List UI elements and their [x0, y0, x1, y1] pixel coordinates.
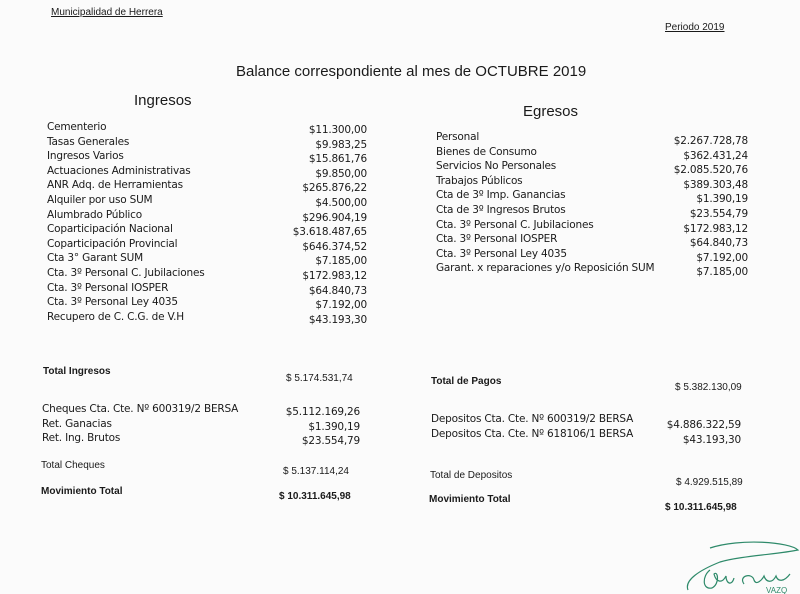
- item-label: Servicios No Personales: [436, 160, 557, 173]
- item-label: Cta. 3º Personal IOSPER: [47, 281, 169, 294]
- item-value: $23.554,79: [301, 435, 360, 448]
- list-item: [42, 432, 360, 446]
- item-label: Cta. 3º Personal Ley 4035: [436, 247, 567, 260]
- list-item: [436, 131, 748, 145]
- total-ingresos-row: [43, 366, 383, 384]
- item-label: Alquiler por uso SUM: [47, 194, 153, 206]
- list-item: [47, 238, 367, 252]
- document-title: Balance correspondiente al mes de OCTUBRE 2019: [236, 63, 587, 80]
- item-label: Ret. Ganacias: [42, 417, 112, 430]
- item-value: $15.861,76: [308, 153, 367, 166]
- item-value: $7.185,00: [315, 255, 367, 268]
- list-item: [47, 179, 367, 193]
- item-label: Cheques Cta. Cte. Nº 600319/2 BERSA: [42, 403, 239, 415]
- movimiento-total-ingresos-row: [41, 486, 381, 500]
- item-label: Coparticipación Nacional: [47, 223, 173, 236]
- total-depositos-label: Total de Depositos: [430, 470, 513, 481]
- total-pagos-label: Total de Pagos: [431, 376, 502, 387]
- item-value: $4.500,00: [315, 197, 367, 209]
- item-label: Alumbrado Público: [47, 208, 142, 221]
- item-label: Depositos Cta. Cte. Nº 618106/1 BERSA: [431, 428, 634, 440]
- list-item: [47, 267, 367, 281]
- signature-stamp-text: VAZQ: [766, 586, 788, 594]
- total-ingresos-value: $ 5.174.531,74: [286, 373, 353, 384]
- list-item: [436, 204, 748, 218]
- item-label: Personal: [436, 131, 480, 143]
- list-item: [47, 252, 367, 266]
- movimiento-total-value: $ 10.311.645,98: [665, 502, 737, 513]
- ingresos-heading: Ingresos: [134, 92, 192, 109]
- item-value: $646.374,52: [302, 240, 367, 253]
- item-label: Cta de 3º Imp. Ganancias: [436, 189, 566, 202]
- item-label: Coparticipación Provincial: [47, 237, 178, 250]
- list-item: [436, 189, 748, 206]
- total-ingresos-label: Total Ingresos: [43, 366, 111, 377]
- item-value: $3.618.487,65: [292, 226, 367, 239]
- list-item: [436, 219, 748, 233]
- list-item: [47, 136, 367, 150]
- list-item: [47, 150, 367, 164]
- egresos-heading: Egresos: [523, 103, 579, 120]
- item-value: $9.850,00: [315, 167, 367, 180]
- item-value: $43.193,30: [308, 313, 367, 326]
- item-label: Cta de 3º Ingresos Brutos: [436, 204, 566, 216]
- total-depositos-value: $ 4.929.515,89: [676, 477, 743, 488]
- item-label: Actuaciones Administrativas: [47, 164, 191, 177]
- list-item: [47, 121, 367, 135]
- item-label: Ret. Ing. Brutos: [42, 432, 121, 445]
- organization-name: Municipalidad de Herrera: [51, 7, 163, 18]
- item-value: $7.185,00: [696, 266, 748, 279]
- signature-scribble: [687, 542, 798, 590]
- item-value: $64.840,73: [308, 284, 367, 297]
- item-value: $362.431,24: [683, 149, 748, 162]
- item-value: $5.112.169,26: [285, 406, 360, 418]
- item-label: Tasas Generales: [47, 135, 130, 148]
- movimiento-total-label: Movimiento Total: [429, 494, 511, 505]
- movimiento-total-value: $ 10.311.645,98: [279, 491, 351, 502]
- total-cheques-value: $ 5.137.114,24: [283, 466, 349, 477]
- item-value: $7.192,00: [696, 251, 748, 264]
- list-item: [47, 282, 367, 296]
- list-item: [47, 311, 367, 325]
- item-value: $9.983,25: [315, 138, 367, 151]
- item-label: Trabajos Públicos: [436, 174, 523, 187]
- item-value: $7.192,00: [315, 299, 367, 312]
- movimiento-total-label: Movimiento Total: [41, 486, 123, 497]
- item-label: Cta 3° Garant SUM: [47, 252, 143, 265]
- item-value: $64.840,73: [689, 237, 748, 250]
- item-label: Cta. 3º Personal Ley 4035: [47, 296, 178, 309]
- list-item: [431, 428, 741, 446]
- item-value: $1.390,19: [696, 193, 748, 206]
- list-item: [436, 262, 748, 279]
- item-label: Depositos Cta. Cte. Nº 600319/2 BERSA: [431, 413, 634, 425]
- signature: [680, 540, 800, 594]
- total-cheques-label: Total Cheques: [41, 460, 105, 471]
- item-value: $172.983,12: [302, 270, 367, 282]
- list-item: [431, 413, 741, 431]
- item-value: $43.193,30: [682, 434, 741, 446]
- total-depositos-row: [430, 470, 760, 488]
- list-item: [42, 418, 360, 432]
- item-label: Ingresos Varios: [47, 150, 124, 163]
- movimiento-total-egresos-row: [429, 494, 759, 513]
- item-value: $296.904,19: [302, 211, 367, 224]
- item-label: Garant. x reparaciones y/o Reposición SUM: [436, 262, 655, 275]
- item-label: Recupero de C. C.G. de V.H: [47, 310, 184, 323]
- item-label: Cta. 3º Personal IOSPER: [436, 233, 558, 246]
- total-cheques-row: [41, 460, 381, 477]
- item-value: $2.267.728,78: [673, 135, 748, 147]
- item-label: Cta. 3º Personal C. Jubilaciones: [436, 218, 594, 231]
- list-item: [436, 146, 748, 160]
- list-item: [436, 160, 748, 177]
- item-value: $2.085.520,76: [673, 164, 748, 177]
- list-item: [47, 209, 367, 223]
- list-item: [436, 248, 748, 262]
- list-item: [47, 223, 367, 237]
- list-item: [47, 194, 367, 208]
- period-label: Periodo 2019: [665, 22, 725, 33]
- item-value: $1.390,19: [308, 420, 360, 433]
- list-item: [42, 403, 360, 417]
- item-value: $4.886.322,59: [666, 419, 741, 431]
- total-pagos-row: [431, 376, 761, 393]
- item-label: Cementerio: [47, 121, 107, 133]
- item-value: $172.983,12: [683, 222, 748, 235]
- item-label: Cta. 3º Personal C. Jubilaciones: [47, 267, 205, 279]
- item-value: $11.300,00: [308, 124, 367, 136]
- item-value: $265.876,22: [302, 182, 367, 195]
- item-label: Bienes de Consumo: [436, 145, 537, 158]
- item-label: ANR Adq. de Herramientas: [47, 179, 183, 192]
- total-pagos-value: $ 5.382.130,09: [675, 382, 742, 393]
- list-item: [47, 296, 367, 310]
- item-value: $23.554,79: [689, 208, 748, 220]
- item-value: $389.303,48: [683, 178, 748, 191]
- list-item: [436, 233, 748, 250]
- list-item: [436, 175, 748, 189]
- list-item: [47, 165, 367, 179]
